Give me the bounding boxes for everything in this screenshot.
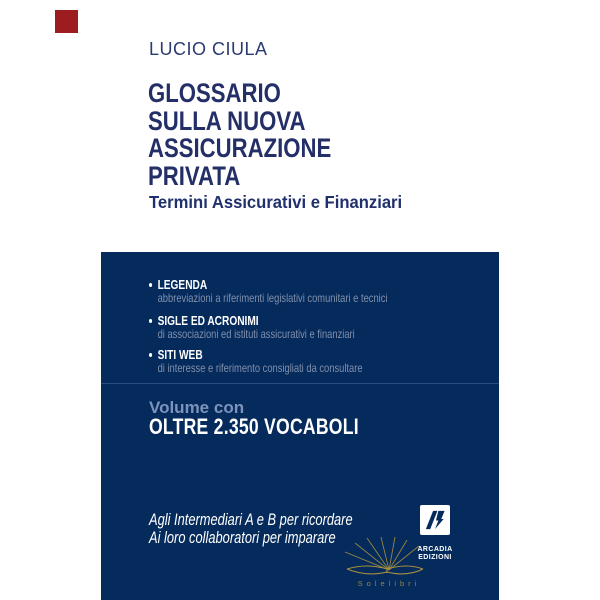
book-title-line: GLOSSARIO <box>148 78 281 108</box>
bullet-icon <box>149 353 152 357</box>
red-square-mark <box>55 10 78 33</box>
dedication-line: Agli Intermediari A e B per ricordare <box>149 511 353 529</box>
publisher-name-line: EDIZIONI <box>418 553 452 561</box>
book-title-line: SULLA NUOVA <box>148 105 306 136</box>
book-title <box>148 80 331 190</box>
list-item-description: di interesse e riferimento consigliati da consultare <box>157 361 363 375</box>
arcadia-logo-icon <box>420 505 450 535</box>
volume-count: OLTRE 2.350 VOCABOLI <box>149 414 359 439</box>
bullet-icon <box>149 319 152 323</box>
volume-prefix: Volume con <box>149 398 245 417</box>
book-title-line: ASSICURAZIONE <box>148 133 332 163</box>
list-item-description: di associazioni ed istituti assicurativi e finanziari <box>157 327 355 341</box>
list-item-description: abbreviazioni a riferimenti legislativi comunitari e tecnici <box>157 291 388 305</box>
list-item <box>149 278 388 305</box>
cover-panel <box>101 252 499 600</box>
book-subtitle: Termini Assicurativi e Finanziari <box>149 192 403 212</box>
imprint-name: Solelibri <box>357 579 421 588</box>
book-title-line: PRIVATA <box>148 160 241 191</box>
author-name: LUCIO CIULA <box>149 39 268 59</box>
list-item-label: LEGENDA <box>157 277 208 292</box>
list-item <box>149 348 388 375</box>
separator-line <box>101 383 499 384</box>
list-item <box>149 314 388 341</box>
list-item-label: SIGLE ED ACRONIMI <box>157 313 259 328</box>
bullet-icon <box>149 283 152 287</box>
dedication-line: Ai loro collaboratori per imparare <box>149 528 336 547</box>
contents-list <box>149 278 388 375</box>
dedication-text <box>149 512 353 547</box>
publisher-name-line: ARCADIA <box>417 546 453 553</box>
list-item-label: SITI WEB <box>157 347 203 362</box>
open-book-icon <box>343 536 427 578</box>
